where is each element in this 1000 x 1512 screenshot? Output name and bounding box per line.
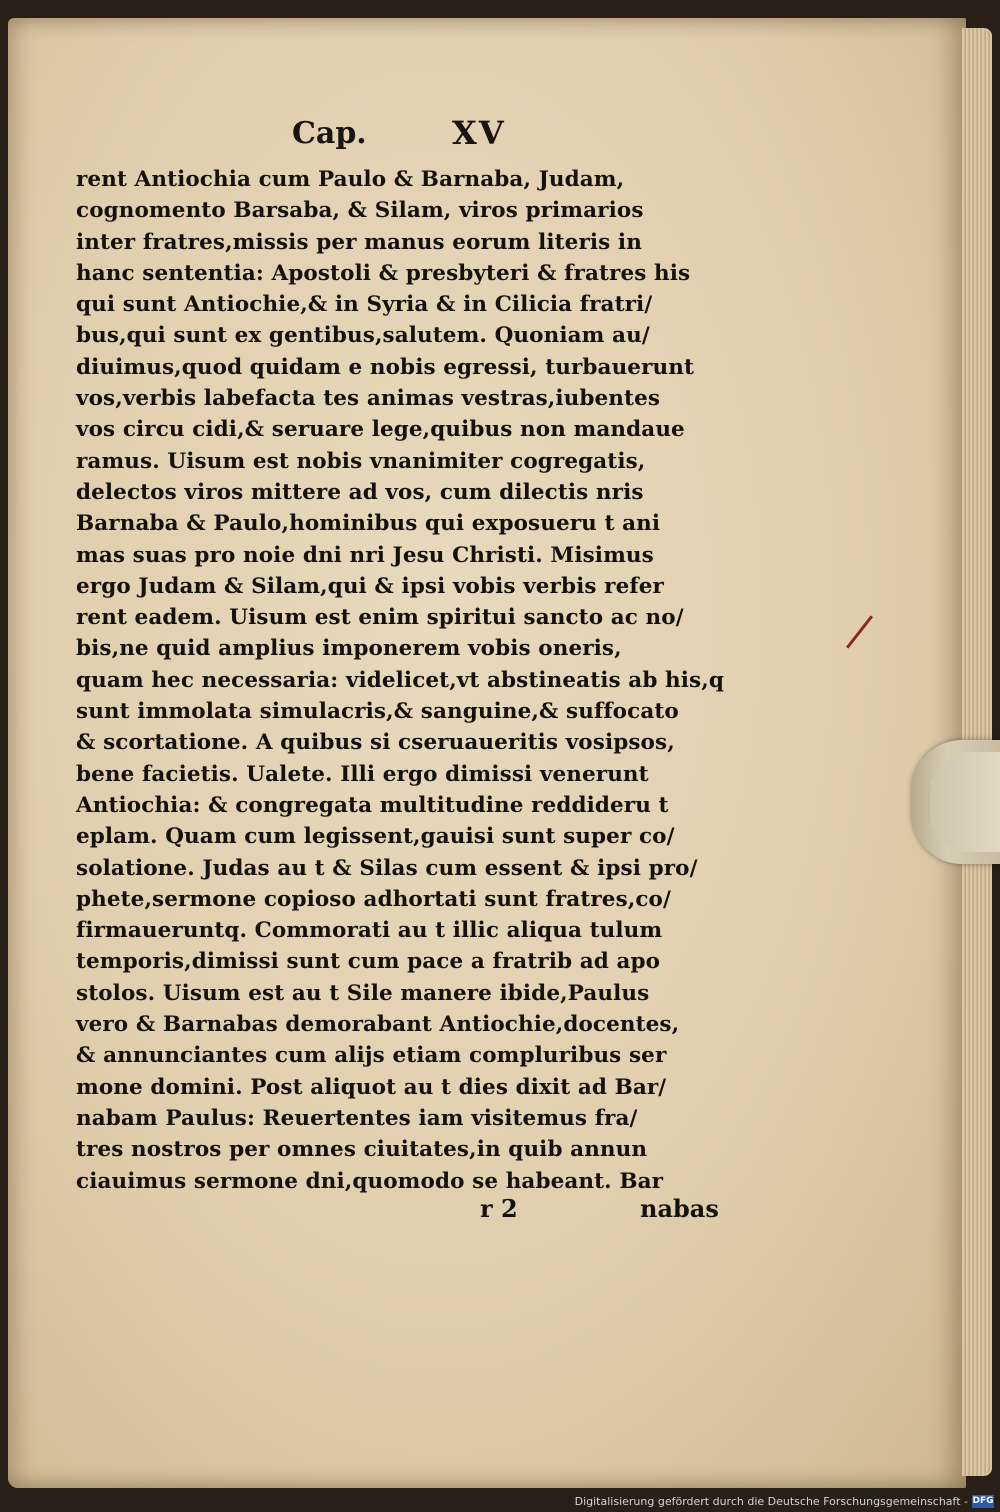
chapter-number: XV: [452, 114, 506, 152]
text-line: phete,sermone copioso adhortati sunt fratres,co/: [76, 886, 671, 912]
text-line: firmaueruntq. Commorati au t illic aliqua tulum: [76, 918, 663, 944]
text-line: vero & Barnabas demorabant Antiochie,docentes,: [76, 1012, 680, 1038]
text-line: Antiochia: & congregata multitudine reddideru t: [76, 792, 669, 818]
catchword: nabas: [640, 1194, 719, 1223]
text-line: Barnaba & Paulo,hominibus qui exposueru t ani: [76, 511, 661, 537]
text-line: bus,qui sunt ex gentibus,salutem. Quoniam au/: [76, 323, 650, 349]
text-line: vos,verbis labefacta tes animas vestras,iubentes: [76, 386, 661, 412]
body-text: [76, 164, 736, 1197]
book-clasp-inner: [930, 752, 1000, 852]
text-line: stolos. Uisum est au t Sile manere ibide,Paulus: [76, 980, 650, 1006]
text-line: mone domini. Post aliquot au t dies dixit ad Bar/: [76, 1074, 667, 1100]
chapter-label: Cap.: [292, 116, 367, 151]
text-line: ramus. Uisum est nobis vnanimiter cogregatis,: [76, 448, 646, 474]
text-line: temporis,dimissi sunt cum pace a fratrib ad apo: [76, 949, 661, 975]
text-line: nabam Paulus: Reuertentes iam visitemus fra/: [76, 1105, 638, 1131]
text-line: diuimus,quod quidam e nobis egressi, turbauerunt: [76, 354, 695, 380]
text-line: tres nostros per omnes ciuitates,in quib annun: [76, 1137, 648, 1163]
text-line: solatione. Judas au t & Silas cum essent & ipsi pro/: [76, 855, 698, 881]
text-line: cognomento Barsaba, & Silam, viros primarios: [76, 198, 644, 224]
text-line: bene facietis. Ualete. Illi ergo dimissi venerunt: [76, 761, 649, 787]
digitization-credit: Digitalisierung gefördert durch die Deutsche Forschungsgemeinschaft -: [574, 1495, 968, 1508]
text-line: ergo Judam & Silam,qui & ipsi vobis verbis refer: [76, 573, 664, 599]
text-line: qui sunt Antiochie,& in Syria & in Cilicia fratri/: [76, 292, 653, 318]
running-header: [0, 110, 1000, 160]
text-line: rent Antiochia cum Paulo & Barnaba, Judam,: [76, 167, 625, 192]
text-line: & scortatione. A quibus si cseruaueritis vosipsos,: [76, 730, 675, 756]
text-line: sunt immolata simulacris,& sanguine,& suffocato: [76, 699, 679, 725]
text-line: eplam. Quam cum legissent,gauisi sunt super co/: [76, 824, 675, 850]
text-line: vos circu cidi,& seruare lege,quibus non mandaue: [76, 417, 685, 443]
text-line: hanc sententia: Apostoli & presbyteri & fratres his: [76, 260, 691, 286]
text-line: quam hec necessaria: videlicet,vt abstineatis ab his,q: [76, 667, 724, 693]
text-line: mas suas pro noie dni nri Jesu Christi. Misimus: [76, 542, 654, 568]
dfg-logo: DFG: [972, 1496, 994, 1506]
text-line: delectos viros mittere ad vos, cum dilectis nris: [76, 479, 644, 505]
text-line: & annunciantes cum alijs etiam compluribus ser: [76, 1043, 667, 1069]
text-line: bis,ne quid amplius imponerem vobis oneris,: [76, 636, 622, 662]
text-line: inter fratres,missis per manus eorum literis in: [76, 229, 642, 255]
signature-mark: r 2: [480, 1194, 518, 1223]
text-line: rent eadem. Uisum est enim spiritui sancto ac no/: [76, 605, 684, 631]
text-line: ciauimus sermone dni,quomodo se habeant. Bar: [76, 1168, 664, 1194]
page-footer: [0, 1194, 1000, 1230]
